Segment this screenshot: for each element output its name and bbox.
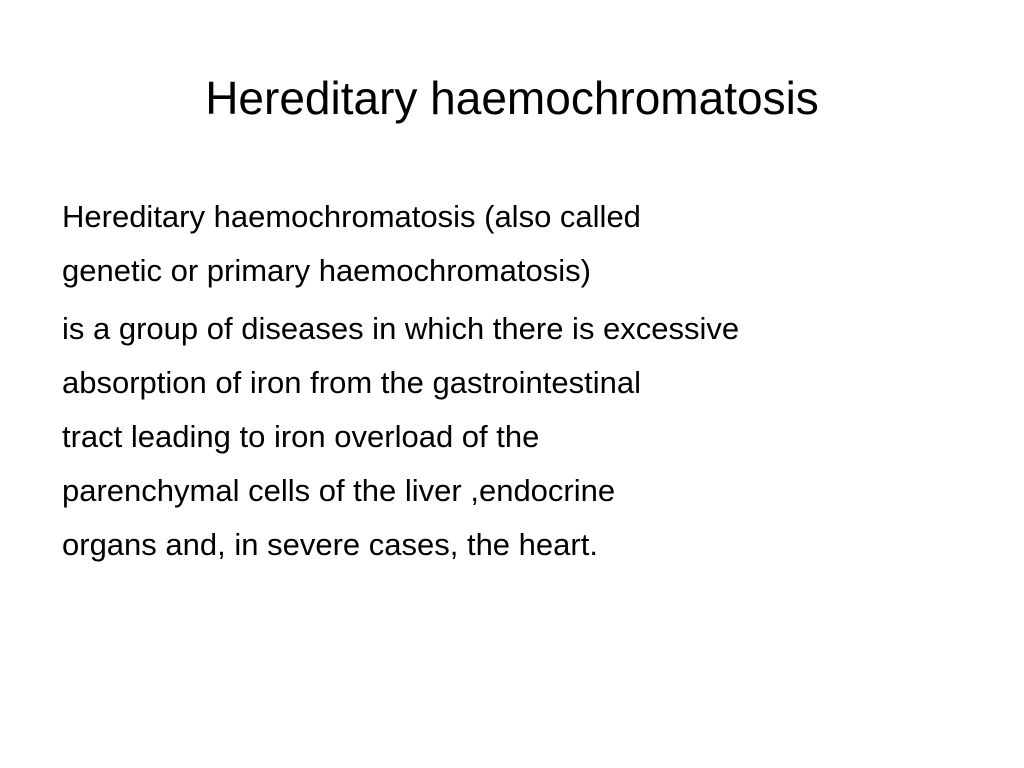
text-line: is a group of diseases in which there is excessive [62, 311, 740, 346]
text-line: Hereditary haemochromatosis (also called [62, 199, 641, 234]
text-line: tract leading to iron overload of the [62, 419, 540, 454]
paragraph-description [62, 302, 962, 572]
text-line: absorption of iron from the gastrointestinal [62, 365, 641, 400]
text-line: genetic or primary haemochromatosis) [62, 253, 591, 288]
slide-title: Hereditary haemochromatosis [205, 72, 819, 124]
text-line: organs and, in severe cases, the heart. [62, 527, 598, 562]
text-line: parenchymal cells of the liver ,endocrine [62, 473, 616, 508]
slide-body [62, 190, 962, 572]
paragraph-definition [62, 190, 962, 298]
